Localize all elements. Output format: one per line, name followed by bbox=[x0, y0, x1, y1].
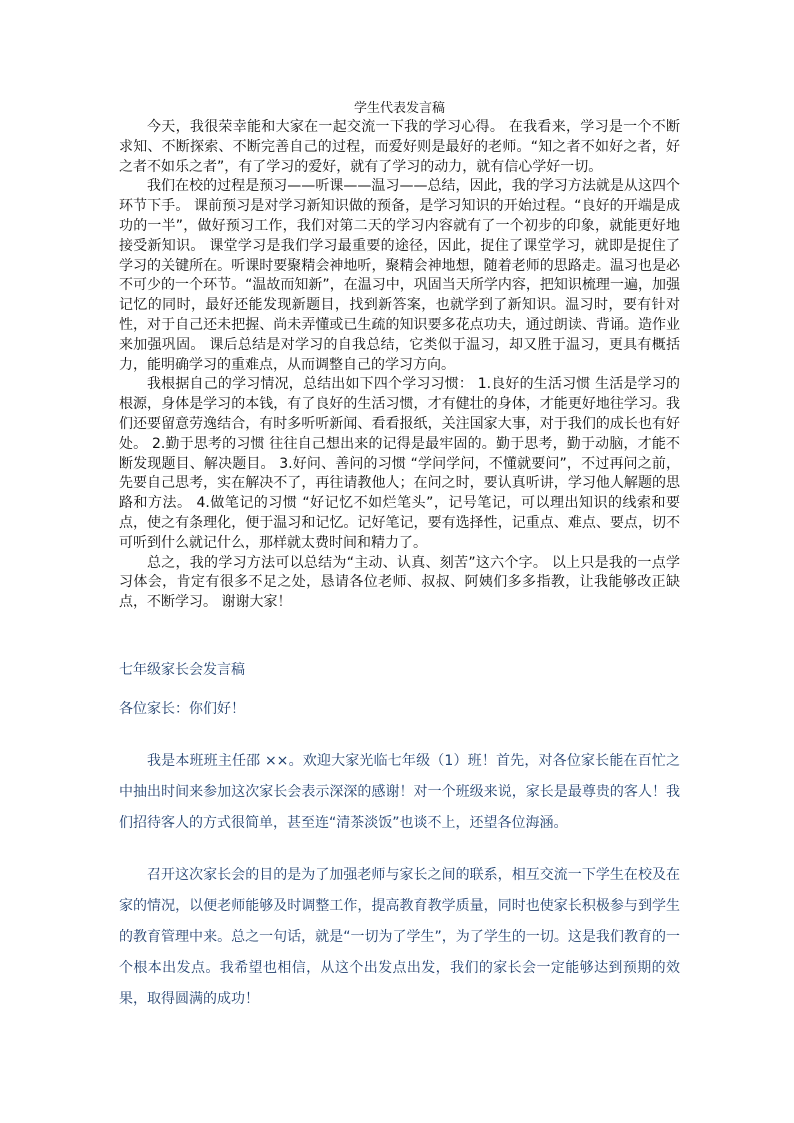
speech1-paragraph: 总之，我的学习方法可以总结为“主动、认真、刻苦”这六个字。 以上只是我的一点学习体会，肯定有很多不足之处，恳请各位老师、叔叔、阿姨们多多指教，让我能够改正缺点，不断学习。 谢谢大家！ bbox=[119, 554, 680, 611]
speech1-title: 学生代表发言稿 bbox=[353, 101, 445, 116]
speech1-paragraph: 我根据自己的学习情况，总结出如下四个学习习惯： 1.良好的生活习惯 生活是学习的根源，身体是学习的本钱，有了良好的生活习惯，才有健壮的身体，才能更好地往学习。我们还要留意劳逸结合，有时多听听新闻、看看报纸，关注国家大事，对于我们的成长也有好处。 2.勤于思考的习惯 往往自己想出来的记得是最牢固的。勤于思考，勤于动脑，才能不断发现题目、解决题目。 3.好问、善问的习惯 “学问学问，不懂就要问”，不过再问之前，先要自己思考，实在解决不了，再往请教他人；在问之时，要认真听讲，学习他人解题的思路和方法。 4.做笔记的习惯 “好记忆不如烂笔头”，记号笔记，可以理出知识的线索和要点，使之有条理化，便于温习和记忆。记好笔记，要有选择性，记重点、难点、要点，切不可听到什么就记什么，那样就太费时间和精力了。 bbox=[119, 376, 680, 551]
speech2-greeting: 各位家长：你们好！ bbox=[119, 701, 245, 717]
speech2-title: 七年级家长会发言稿 bbox=[119, 662, 245, 678]
speech2-paragraph: 召开这次家长会的目的是为了加强老师与家长之间的联系，相互交流一下学生在校及在家的情况，以便老师能够及时调整工作，提高教育教学质量，同时也使家长积极参与到学生的教育管理中来。总之一句话，就是“一切为了学生”，为了学生的一切。这是我们教育的一个根本出发点。我希望也相信，从这个出发点出发，我们的家长会一定能够达到预期的效果，取得圆满的成功！ bbox=[119, 867, 680, 1007]
speech1-paragraph: 我们在校的过程是预习——听课——温习——总结，因此，我的学习方法就是从这四个环节下手。 课前预习是对学习新知识做的预备，是学习知识的开始过程。“良好的开端是成功的一半”，做好预习工作，我们对第二天的学习内容就有了一个初步的印象，就能更好地接受新知识。 课堂学习是我们学习最重要的途径，因此，捉住了课堂学习，就即是捉住了学习的关键所在。听课时要聚精会神地听，聚精会神地想，随着老师的思路走。温习也是必不可少的一个环节。“温故而知新”，在温习中，巩固当天所学内容，把知识梳理一遍，加强记忆的同时，最好还能发现新题目，找到新答案，也就学到了新知识。温习时，要有针对性，对于自己还未把握、尚未弄懂或已生疏的知识要多花点功夫，通过朗读、背诵。造作业来加强巩固。 课后总结是对学习的自我总结，它类似于温习，却又胜于温习，更具有概括力，能明确学习的重难点，从而调整自己的学习方向。 bbox=[119, 178, 680, 373]
speech2-paragraph: 我是本班班主任邵 ××。欢迎大家光临七年级（1）班！首先，对各位家长能在百忙之中抽出时间来参加这次家长会表示深深的感谢！对一个班级来说，家长是最尊贵的客人！我们招待客人的方式很简单，甚至连“清茶淡饭”也谈不上，还望各位海涵。 bbox=[119, 753, 680, 831]
speech2-paragraph-block bbox=[119, 746, 680, 839]
speech2-paragraph-block bbox=[119, 860, 680, 1015]
speech1-paragraph: 今天，我很荣幸能和大家在一起交流一下我的学习心得。 在我看来，学习是一个不断求知、不断探索、不断完善自己的过程，而爱好则是最好的老师。“知之者不如好之者，好之者不如乐之者”，有了学习的爱好，就有了学习的动力，就有信心学好一切。 bbox=[119, 119, 680, 175]
speech1-body bbox=[119, 118, 680, 613]
